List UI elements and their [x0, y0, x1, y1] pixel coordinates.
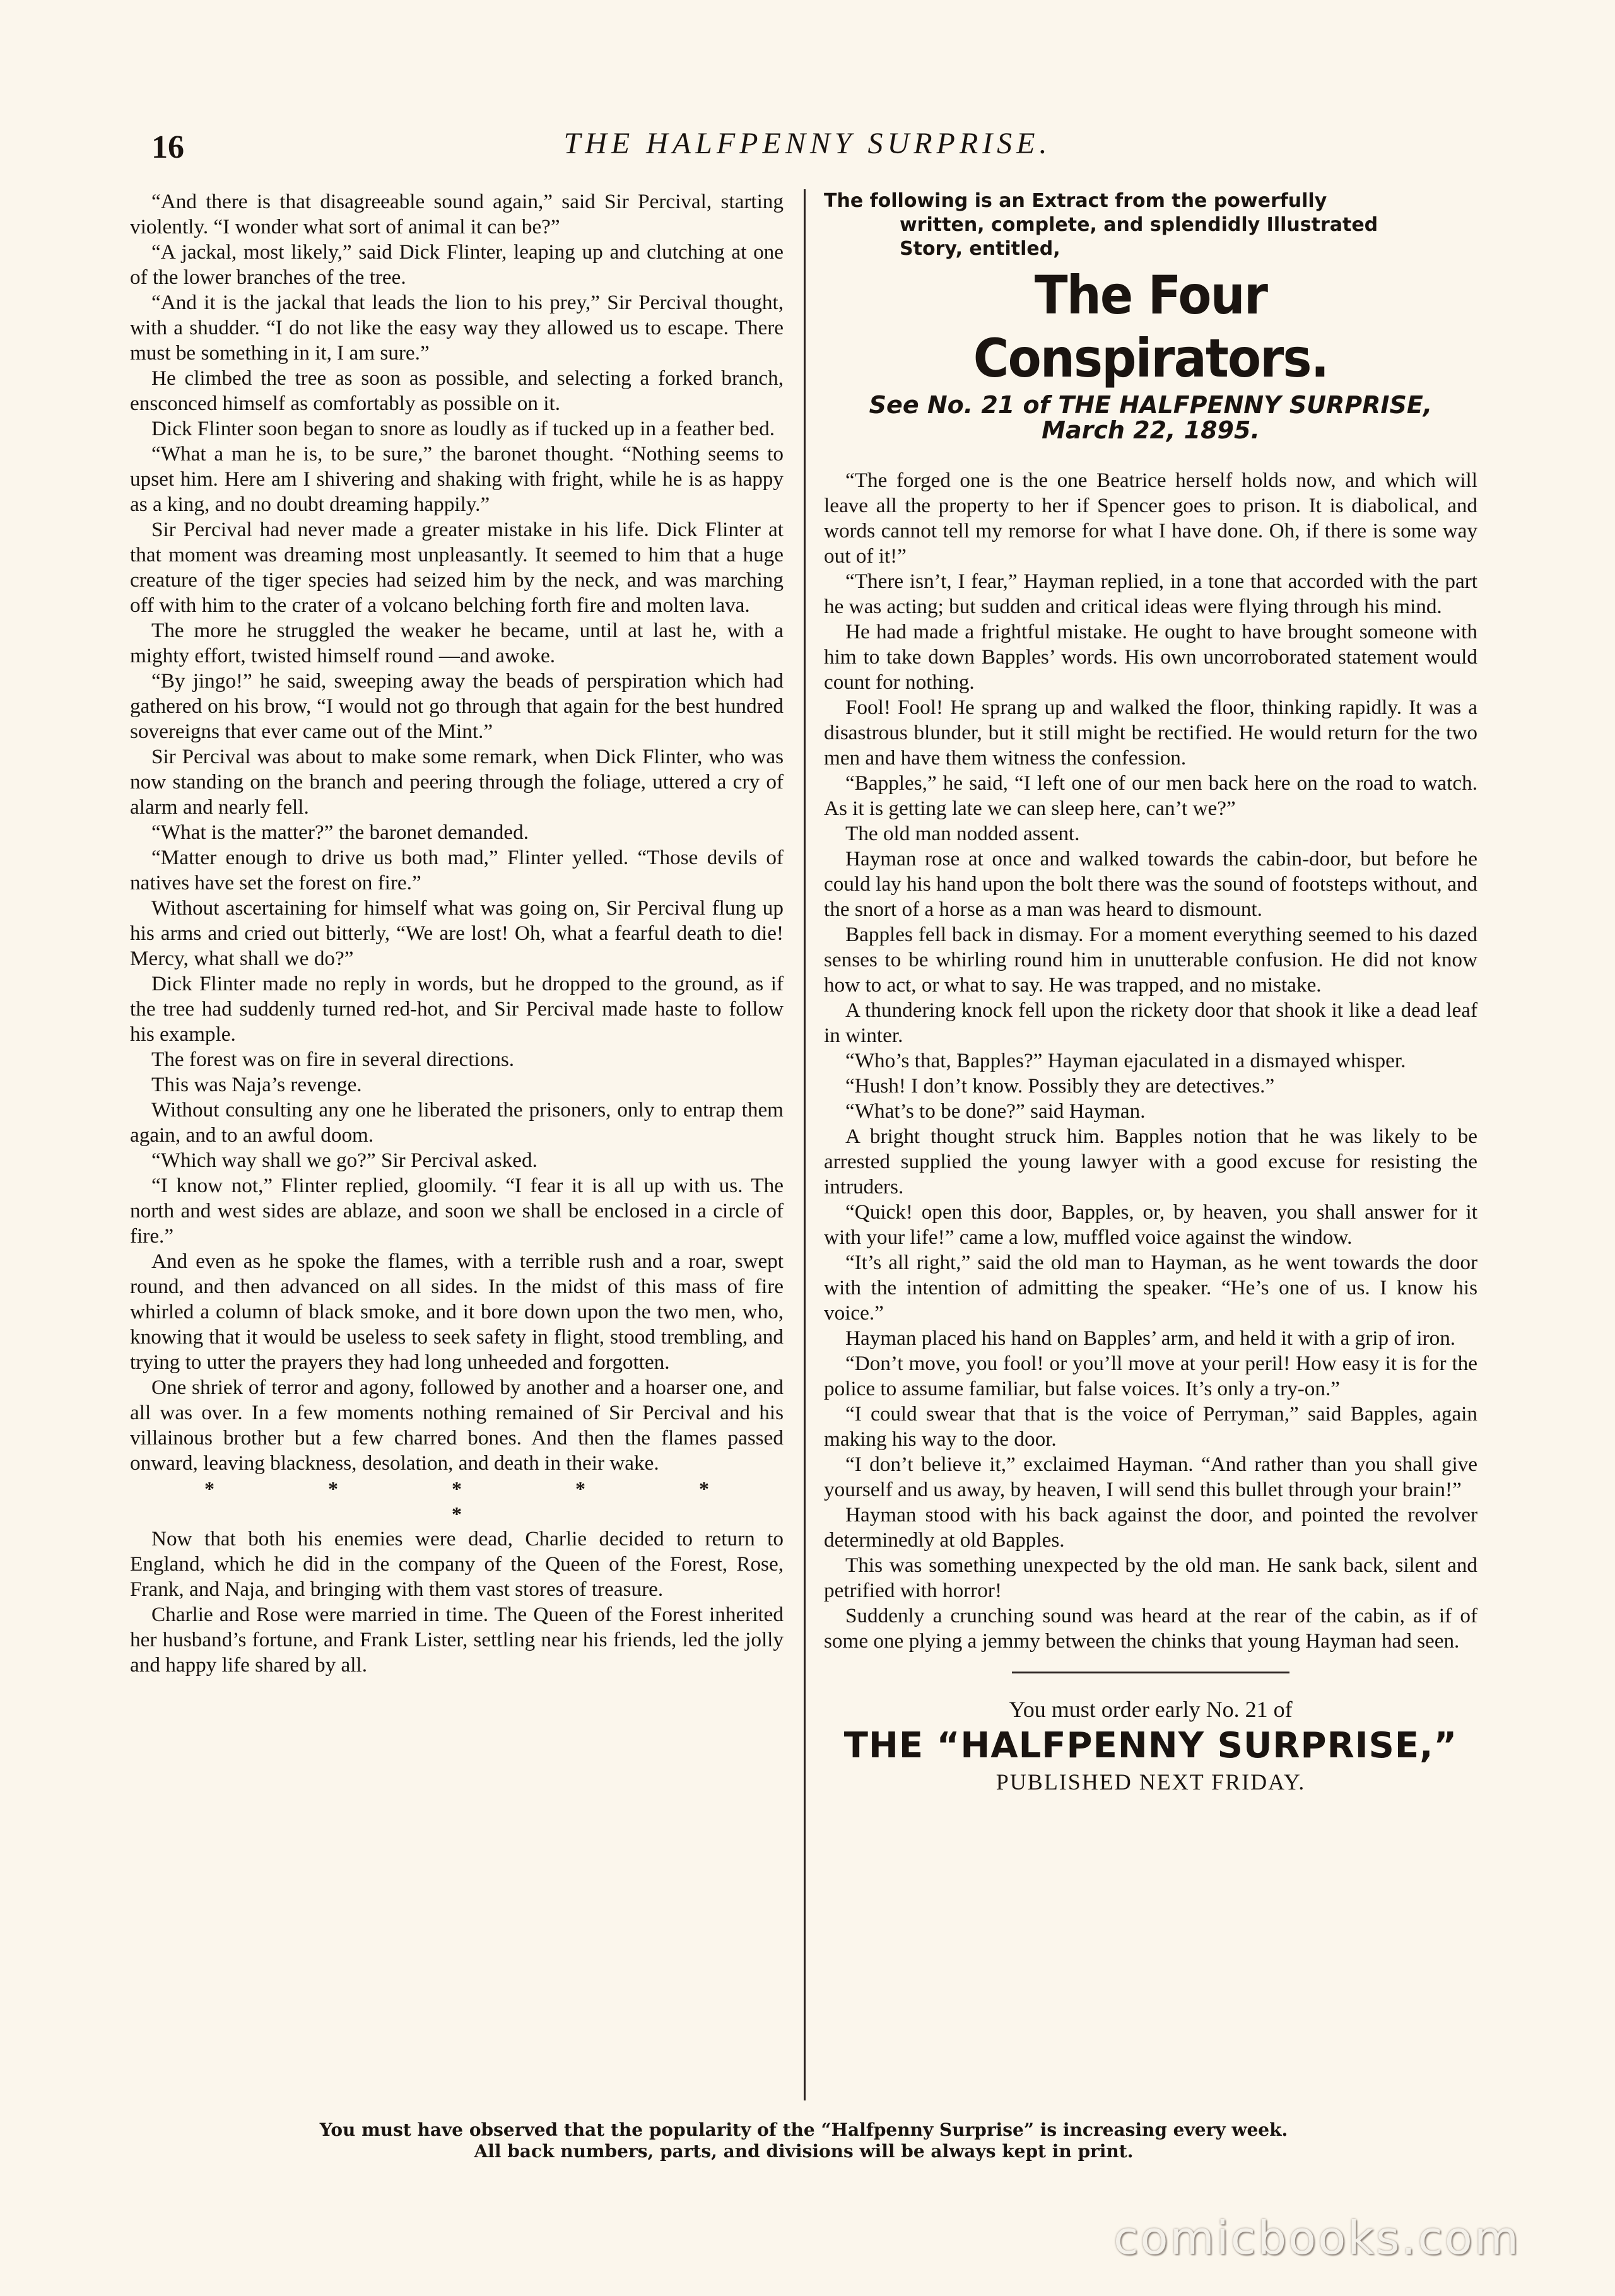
story-paragraph: “And there is that disagreeable sound again,” said Sir Percival, starting violently. “I wonder what sort of animal it can be?”	[130, 190, 784, 238]
extract-paragraph: Hayman rose at once and walked towards the cabin-door, but before he could lay his hand upon the bolt there was the sound of footsteps without, and the snort of a horse as a man was heard to dismount.	[824, 847, 1477, 921]
story-paragraph: “And it is the jackal that leads the lion to his prey,” Sir Percival thought, with a shudder. “I do not like the easy way they allowed us to escape. There must be something in it, I am sure.”	[130, 291, 784, 365]
story-paragraph: Sir Percival had never made a greater mistake in his life. Dick Flinter at that moment was dreaming most unpleasantly. It seemed to him that a huge creature of the tiger species had seized him by the neck, and was marching off with him to the crater of a volcano belching forth fire and molten lava.	[130, 518, 784, 617]
extract-paragraph: The old man nodded assent.	[845, 822, 1080, 845]
story-paragraph: “A jackal, most likely,” said Dick Flinter, leaping up and clutching at one of the lower branches of the tree.	[130, 240, 784, 289]
story-paragraph: “Matter enough to drive us both mad,” Flinter yelled. “Those devils of natives have set the forest on fire.”	[130, 846, 784, 894]
extract-text	[824, 468, 1477, 1654]
story-paragraph: He climbed the tree as soon as possible, and selecting a forked branch, ensconced himself as comfortably as possible on it.	[130, 366, 784, 415]
story-paragraph: One shriek of terror and agony, followed by another and a hoarser one, and all was over. In a few moments nothing remained of Sir Percival and his villainous brother but a few charred bones. And then the flames passed onward, leaving blackness, desolation, and death in their wake.	[130, 1376, 784, 1475]
story-paragraph: Sir Percival was about to make some remark, when Dick Flinter, who was now standing on the branch and peering through the foliage, uttered a cry of alarm and nearly fell.	[130, 745, 784, 819]
end-rule	[1012, 1672, 1289, 1673]
column-divider	[804, 189, 806, 2100]
left-story-text	[130, 189, 784, 1476]
extract-paragraph: “The forged one is the one Beatrice herself holds now, and which will leave all the property to her if Spencer goes to prison. It is diabolical, and words cannot tell my remorse for what I have done. Oh, if there is some way out of it!”	[824, 469, 1477, 568]
extract-paragraph: “What’s to be done?” said Hayman.	[845, 1099, 1146, 1123]
story-paragraph: Without consulting any one he liberated the prisoners, only to entrap them again, and to an awful doom.	[130, 1098, 784, 1147]
order-subtitle: PUBLISHED NEXT FRIDAY.	[995, 1769, 1306, 1795]
story-paragraph: Now that both his enemies were dead, Charlie decided to return to England, which he did in the company of the Queen of the Forest, Rose, Frank, and Naja, and bringing with them vast stores of treasure.	[130, 1527, 784, 1601]
extract-intro-line: The following is an Extract from the powerfully	[824, 190, 1327, 212]
extract-paragraph: “Don’t move, you fool! or you’ll move at your peril! How easy it is for the police to assume familiar, but false voices. It’s only a try-on.”	[824, 1352, 1477, 1400]
story-paragraph: The more he struggled the weaker he became, until at last he, with a mighty effort, twisted himself round —and awoke.	[130, 619, 784, 667]
extract-paragraph: “I don’t believe it,” exclaimed Hayman. “And rather than you shall give yourself and us away, by heaven, I will send this bullet through your brain!”	[824, 1453, 1477, 1501]
story-paragraph: The forest was on fire in several directions.	[151, 1048, 515, 1071]
story-paragraph: “What is the matter?” the baronet demanded.	[151, 821, 529, 844]
story-paragraph: And even as he spoke the flames, with a terrible rush and a roar, swept round, and then advanced on all sides. In the midst of this mass of fire whirled a column of black smoke, and it bore down upon the two men, who, knowing that it would be useless to seek safety in flight, stood trembling, and trying to utter the prayers they had long unheeded and forgotten.	[130, 1250, 784, 1374]
extract-paragraph: “I could swear that that is the voice of Perryman,” said Bapples, again making his way to the door.	[824, 1402, 1477, 1451]
story-paragraph: “What a man he is, to be sure,” the baronet thought. “Nothing seems to upset him. Here am I shivering and shaking with fright, while he is as happy as a king, and no doubt dreaming happily.”	[130, 442, 784, 516]
extract-paragraph: This was something unexpected by the old man. He sank back, silent and petrified with horror!	[824, 1554, 1477, 1602]
extract-paragraph: He had made a frightful mistake. He ought to have brought someone with him to take down Bapples’ words. His own uncorroborated statement would count for nothing.	[824, 620, 1477, 694]
extract-paragraph: Fool! Fool! He sprang up and walked the floor, thinking rapidly. It was a disastrous blunder, but it still might be rectified. He would return for the two men and have them witness the confession.	[824, 696, 1477, 770]
extract-paragraph: A bright thought struck him. Bapples notion that he was likely to be arrested supplied the young lawyer with a good excuse for resisting the intruders.	[824, 1125, 1477, 1198]
extract-intro-line: Story, entitled,	[900, 238, 1060, 260]
story-paragraph: Dick Flinter soon began to snore as loudly as if tucked up in a feather bed.	[151, 417, 775, 440]
issue-reference	[824, 392, 1477, 443]
extract-intro-line: written, complete, and splendidly Illustrated	[900, 214, 1378, 236]
story-paragraph: “I know not,” Flinter replied, gloomily. “I fear it is all up with us. The north and west sides are ablaze, and soon we shall be enclosed in a circle of fire.”	[130, 1174, 784, 1248]
extract-paragraph: “Quick! open this door, Bapples, or, by heaven, you shall answer for it with your life!” came a low, muffled voice against the window.	[824, 1200, 1477, 1249]
footer-note	[130, 2119, 1477, 2162]
story-paragraph: “By jingo!” he said, sweeping away the beads of perspiration which had gathered on his brow, “I would not go through that again for the best hundred sovereigns that ever came out of the Mint.”	[130, 669, 784, 743]
extract-paragraph: Hayman stood with his back against the door, and pointed the revolver determinedly at old Bapples.	[824, 1503, 1477, 1552]
order-title: THE “HALFPENNY SURPRISE,”	[843, 1725, 1458, 1766]
extract-paragraph: “Hush! I don’t know. Possibly they are detectives.”	[845, 1074, 1275, 1098]
extract-paragraph: “It’s all right,” said the old man to Hayman, as he went towards the door with the intention of admitting the speaker. “He’s one of us. I know his voice.”	[824, 1251, 1477, 1325]
issue-reference-line: See No. 21 of THE HALFPENNY SURPRISE,	[869, 391, 1433, 419]
running-title: THE HALFPENNY SURPRISE.	[563, 127, 1052, 160]
story-paragraph: This was Naja’s revenge.	[151, 1073, 362, 1096]
footer-line: You must have observed that the popularity of the “Halfpenny Surprise” is increasing every week.	[319, 2119, 1288, 2140]
left-closing-text	[130, 1526, 784, 1678]
extract-paragraph: “Bapples,” he said, “I left one of our men back here on the road to watch. As it is getting late we can sleep here, can’t we?”	[824, 771, 1477, 820]
order-line: You must order early No. 21 of	[1009, 1697, 1293, 1722]
extract-paragraph: Bapples fell back in dismay. For a moment everything seemed to his dazed senses to be whirling round him in unutterable confusion. He did not know how to act, or what to say. He was trapped, and no mistake.	[824, 923, 1477, 997]
running-head	[151, 126, 1464, 177]
extract-paragraph: “Who’s that, Bapples?” Hayman ejaculated in a dismayed whisper.	[845, 1049, 1406, 1072]
story-paragraph: Dick Flinter made no reply in words, but he dropped to the ground, as if the tree had suddenly turned red-hot, and Sir Percival made haste to follow his example.	[130, 972, 784, 1046]
section-separator: * * * * * *	[204, 1477, 763, 1525]
watermark: comicbooks.com	[1113, 2211, 1520, 2264]
right-column	[824, 189, 1477, 2100]
left-column	[130, 189, 784, 2100]
story-paragraph: Without ascertaining for himself what was going on, Sir Percival flung up his arms and cried out bitterly, “We are lost! Oh, what a fearful death to die! Mercy, what shall we do?”	[130, 896, 784, 970]
story-title: The Four Conspirators.	[973, 264, 1329, 389]
footer-line: All back numbers, parts, and divisions will be always kept in print.	[474, 2141, 1134, 2162]
issue-date: March 22, 1895.	[1042, 416, 1260, 444]
extract-paragraph: “There isn’t, I fear,” Hayman replied, in a tone that accorded with the part he was acting; but sudden and critical ideas were flying through his mind.	[824, 570, 1477, 618]
extract-intro	[824, 189, 1477, 261]
page-number: 16	[151, 129, 184, 165]
extract-paragraph: Suddenly a crunching sound was heard at the rear of the cabin, as if of some one plying a jemmy between the chinks that young Hayman had seen.	[824, 1604, 1477, 1653]
story-paragraph: “Which way shall we go?” Sir Percival asked.	[151, 1149, 537, 1172]
extract-paragraph: A thundering knock fell upon the rickety door that shook it like a dead leaf in winter.	[824, 999, 1477, 1047]
story-paragraph: Charlie and Rose were married in time. The Queen of the Forest inherited her husband’s fortune, and Frank Lister, settling near his friends, led the jolly and happy life shared by all.	[130, 1603, 784, 1677]
extract-paragraph: Hayman placed his hand on Bapples’ arm, and held it with a grip of iron.	[845, 1327, 1456, 1350]
